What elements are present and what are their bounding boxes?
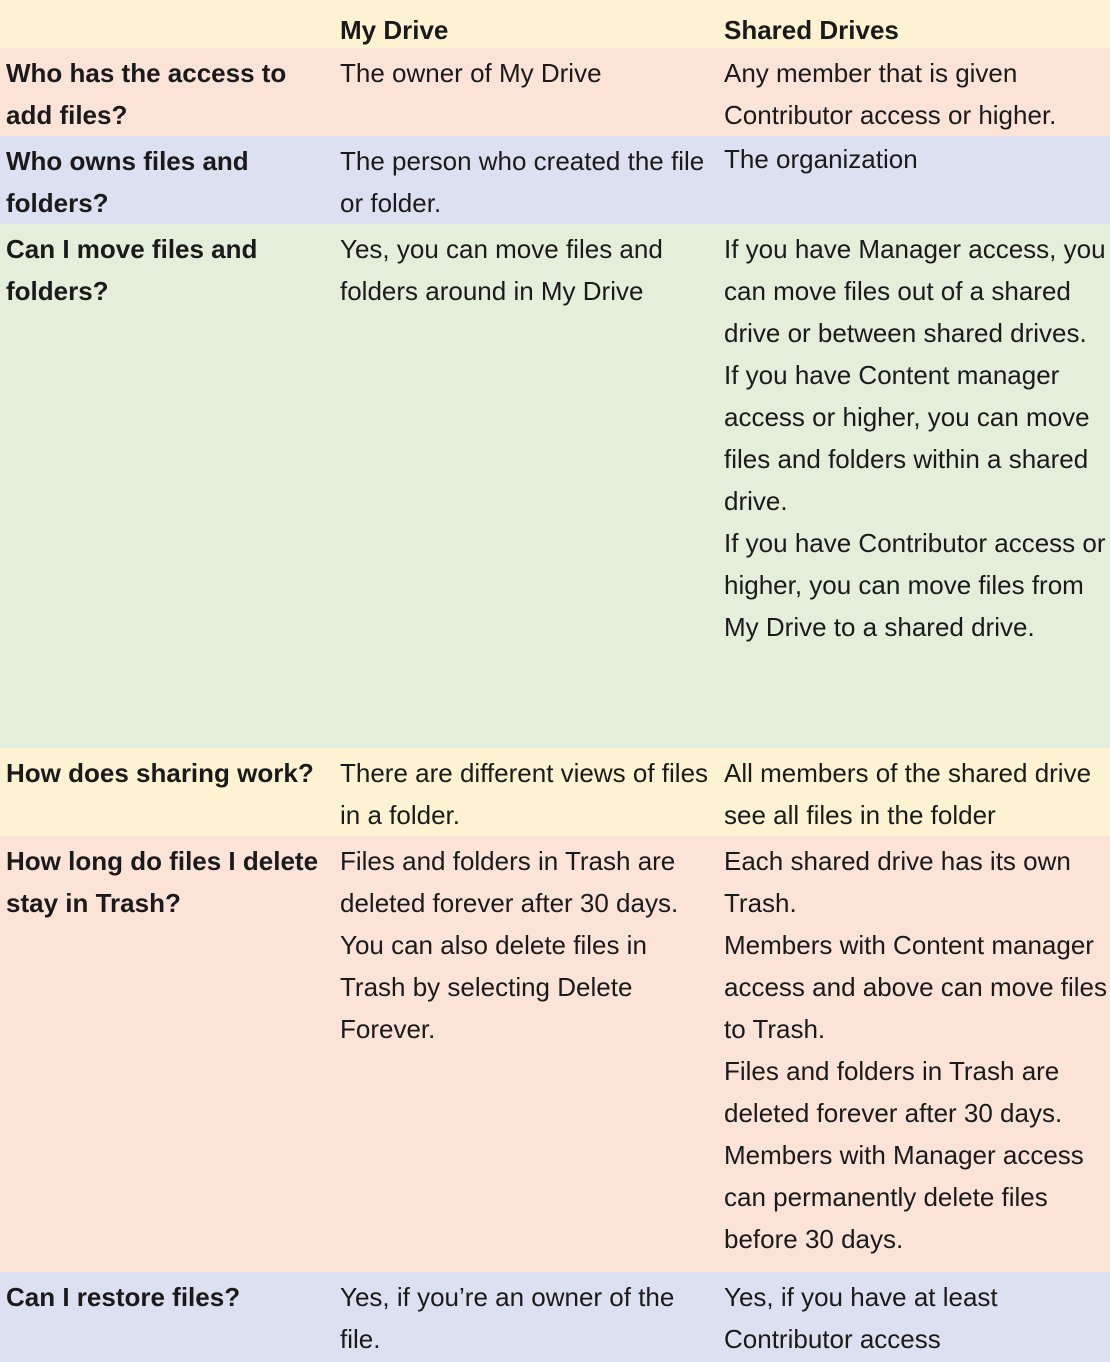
- paragraph: If you have Content manager access or higher, you can move files and folders within a shared drive.: [724, 360, 1090, 516]
- question-cell: Who owns files and folders?: [6, 146, 249, 218]
- table-row: [0, 748, 1110, 836]
- table-row: [0, 1272, 1110, 1362]
- header-cell-shared-drives: Shared Drives: [724, 15, 899, 45]
- paragraph: Yes, if you’re an owner of the file.: [340, 1282, 675, 1354]
- table-row: [0, 224, 1110, 748]
- shared-drives-cell: [724, 1276, 1108, 1360]
- paragraph: Each shared drive has its own Trash.: [724, 846, 1071, 918]
- question-cell: Can I move files and folders?: [6, 234, 258, 306]
- paragraph: The owner of My Drive: [340, 58, 602, 88]
- paragraph: Any member that is given Contributor access or higher.: [724, 58, 1057, 130]
- shared-drives-cell: [724, 138, 1108, 180]
- my-drive-cell: [340, 228, 718, 312]
- question-cell: Who has the access to add files?: [6, 58, 287, 130]
- paragraph: Yes, you can move files and folders around in My Drive: [340, 234, 663, 306]
- header-row: [0, 0, 1110, 48]
- question-cell: How does sharing work?: [6, 758, 314, 788]
- paragraph: You can also delete files in Trash by selecting Delete Forever.: [340, 930, 647, 1044]
- paragraph: Yes, if you have at least Contributor access: [724, 1282, 998, 1354]
- shared-drives-cell: [724, 840, 1108, 1260]
- paragraph: The person who created the file or folder.: [340, 146, 705, 218]
- shared-drives-cell: [724, 752, 1108, 836]
- my-drive-cell: [340, 140, 718, 224]
- my-drive-cell: [340, 752, 718, 836]
- paragraph: If you have Contributor access or higher, you can move files from My Drive to a shared drive.: [724, 528, 1106, 642]
- table-row: [0, 48, 1110, 136]
- paragraph: Files and folders in Trash are deleted forever after 30 days.: [340, 846, 679, 918]
- table-row: [0, 136, 1110, 224]
- my-drive-cell: [340, 52, 718, 94]
- paragraph: Files and folders in Trash are deleted forever after 30 days.: [724, 1056, 1063, 1128]
- paragraph: There are different views of files in a folder.: [340, 758, 709, 830]
- shared-drives-cell: [724, 52, 1108, 136]
- paragraph: Members with Content manager access and above can move files to Trash.: [724, 930, 1107, 1044]
- my-drive-cell: [340, 840, 718, 1050]
- shared-drives-cell: [724, 228, 1108, 648]
- question-cell: How long do files I delete stay in Trash?: [6, 846, 319, 918]
- my-drive-cell: [340, 1276, 718, 1360]
- question-cell: Can I restore files?: [6, 1282, 241, 1312]
- paragraph: Members with Manager access can permanently delete files before 30 days.: [724, 1140, 1084, 1254]
- paragraph: If you have Manager access, you can move files out of a shared drive or between shared drives.: [724, 234, 1106, 348]
- table-row: [0, 836, 1110, 1272]
- paragraph: All members of the shared drive see all files in the folder: [724, 758, 1092, 830]
- header-cell-my-drive: My Drive: [340, 15, 449, 45]
- paragraph: The organization: [724, 144, 918, 174]
